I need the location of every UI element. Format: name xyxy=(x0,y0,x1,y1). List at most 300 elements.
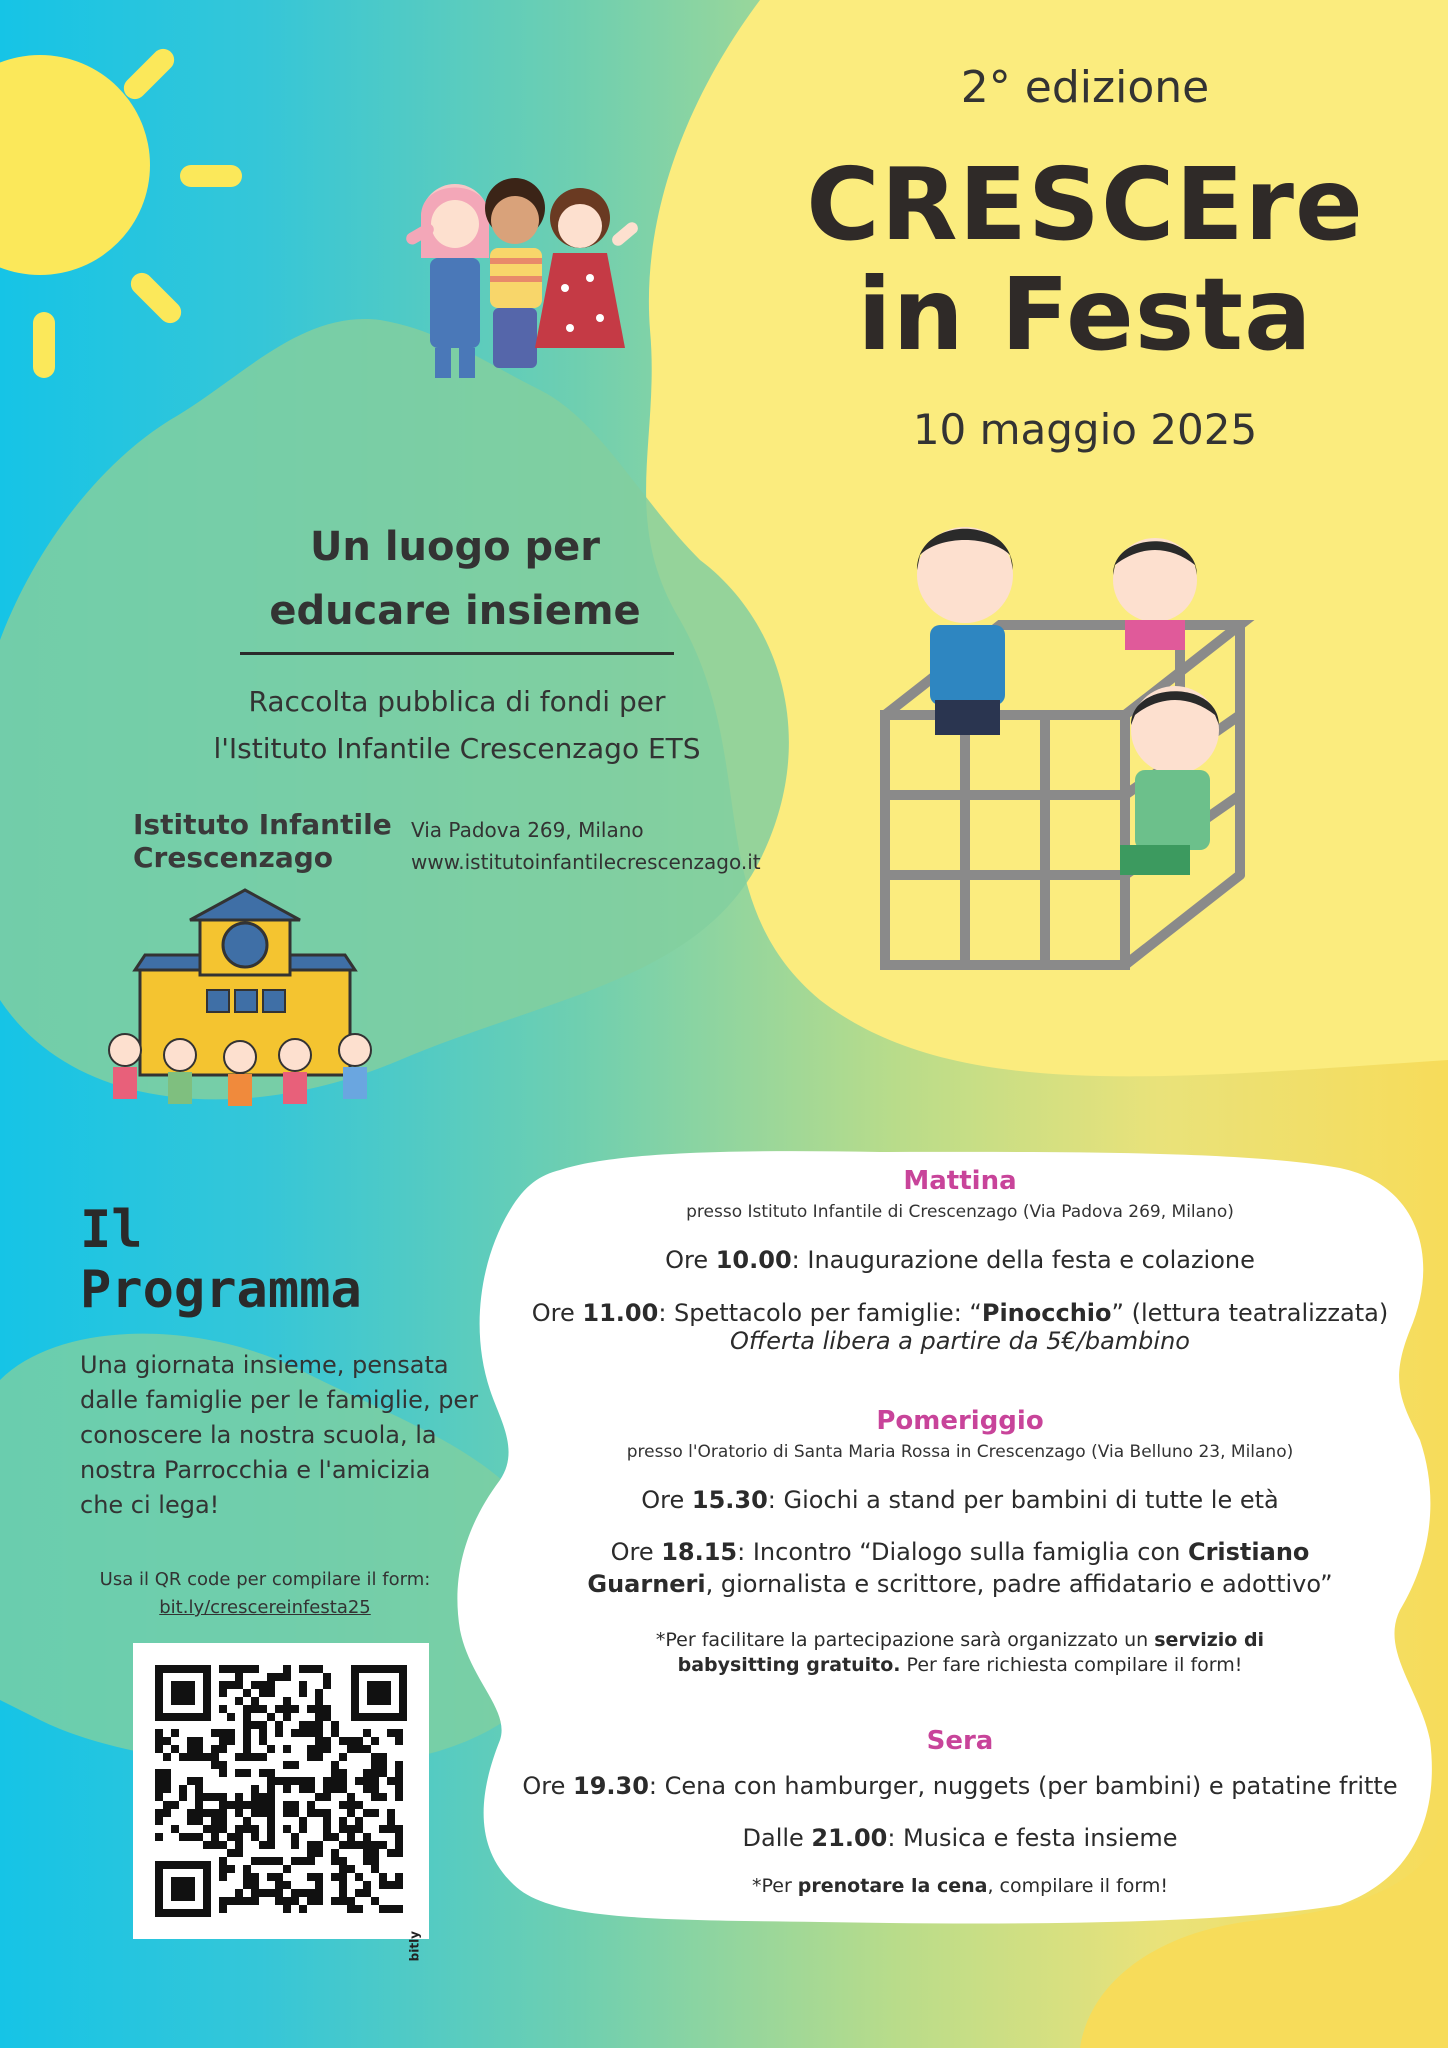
afternoon-event-2: Ore 18.15: Incontro “Dialogo sulla famiglia con Cristiano Guarneri, giornalista e scrittore, padre affidatario e adottivo” xyxy=(587,1538,1333,1598)
qr-module xyxy=(315,1697,323,1705)
qr-module xyxy=(267,1857,275,1865)
qr-module xyxy=(219,1729,227,1737)
qr-module xyxy=(243,1801,251,1809)
qr-module xyxy=(371,1737,379,1745)
qr-module xyxy=(315,1881,323,1889)
qr-module xyxy=(371,1777,379,1785)
qr-module xyxy=(163,1785,171,1793)
qr-module xyxy=(323,1785,331,1793)
qr-module xyxy=(227,1713,235,1721)
qr-module xyxy=(363,1777,371,1785)
qr-module xyxy=(331,1777,339,1785)
event-title xyxy=(760,146,1410,373)
qr-module xyxy=(211,1833,219,1841)
edition-label: 2° edizione xyxy=(960,62,1210,113)
qr-module xyxy=(187,1817,195,1825)
qr-module xyxy=(315,1705,323,1713)
qr-module xyxy=(155,1817,163,1825)
qr-module xyxy=(251,1897,259,1905)
qr-module xyxy=(371,1857,379,1865)
qr-module xyxy=(379,1905,387,1913)
qr-module xyxy=(267,1745,275,1753)
qr-module xyxy=(179,1785,187,1793)
qr-module xyxy=(315,1689,323,1697)
qr-module xyxy=(259,1753,267,1761)
qr-module xyxy=(339,1873,347,1881)
divider xyxy=(240,652,674,655)
qr-module xyxy=(339,1769,347,1777)
qr-module xyxy=(227,1665,235,1673)
qr-module xyxy=(331,1785,339,1793)
qr-module xyxy=(363,1833,371,1841)
qr-module xyxy=(363,1841,371,1849)
qr-module xyxy=(267,1785,275,1793)
qr-module xyxy=(291,1777,299,1785)
qr-module xyxy=(395,1849,403,1857)
institute-contact xyxy=(411,814,831,878)
qr-module xyxy=(323,1745,331,1753)
qr-module xyxy=(331,1769,339,1777)
qr-module xyxy=(243,1737,251,1745)
qr-module xyxy=(227,1849,235,1857)
qr-module xyxy=(371,1865,379,1873)
qr-module xyxy=(187,1737,195,1745)
qr-module xyxy=(243,1753,251,1761)
qr-module xyxy=(323,1673,331,1681)
qr-module xyxy=(363,1785,371,1793)
qr-module xyxy=(251,1833,259,1841)
qr-module xyxy=(235,1801,243,1809)
qr-brand: bitly xyxy=(407,1931,421,1962)
qr-module xyxy=(307,1801,315,1809)
qr-module xyxy=(299,1817,307,1825)
qr-module xyxy=(203,1841,211,1849)
qr-module xyxy=(307,1729,315,1737)
qr-module xyxy=(251,1785,259,1793)
qr-module xyxy=(195,1777,203,1785)
qr-module xyxy=(331,1729,339,1737)
qr-module xyxy=(211,1793,219,1801)
qr-module xyxy=(371,1785,379,1793)
qr-module xyxy=(259,1841,267,1849)
qr-module xyxy=(323,1833,331,1841)
qr-module xyxy=(243,1665,251,1673)
qr-code[interactable] xyxy=(133,1643,429,1962)
qr-module xyxy=(387,1777,395,1785)
qr-module xyxy=(251,1825,259,1833)
qr-module xyxy=(363,1729,371,1737)
evening-event-1: Ore 19.30: Cena con hamburger, nuggets (per bambini) e patatine fritte xyxy=(522,1772,1398,1800)
qr-module xyxy=(315,1745,323,1753)
qr-module xyxy=(379,1873,387,1881)
qr-module xyxy=(299,1857,307,1865)
fundraising-line1: Raccolta pubblica di fondi per xyxy=(248,685,666,718)
qr-module xyxy=(291,1833,299,1841)
afternoon-event-1: Ore 15.30: Giochi a stand per bambini di tutte le età xyxy=(641,1486,1279,1514)
afternoon-location: presso l'Oratorio di Santa Maria Rossa in Crescenzago (Via Belluno 23, Milano) xyxy=(626,1442,1294,1462)
qr-module xyxy=(307,1809,315,1817)
qr-module xyxy=(187,1833,195,1841)
qr-module xyxy=(275,1705,283,1713)
qr-module xyxy=(155,1745,163,1753)
evening-event-2: Dalle 21.00: Musica e festa insieme xyxy=(742,1824,1178,1852)
qr-module xyxy=(371,1793,379,1801)
qr-module xyxy=(307,1873,315,1881)
qr-module xyxy=(387,1849,395,1857)
qr-module xyxy=(259,1857,267,1865)
qr-module xyxy=(331,1761,339,1769)
qr-module xyxy=(275,1777,283,1785)
qr-module xyxy=(251,1721,259,1729)
qr-note xyxy=(70,1566,460,1622)
qr-module xyxy=(219,1801,227,1809)
qr-module xyxy=(171,1825,179,1833)
qr-module xyxy=(243,1817,251,1825)
children-illustration xyxy=(375,168,650,393)
qr-module xyxy=(371,1769,379,1777)
qr-module xyxy=(155,1737,163,1745)
qr-module xyxy=(299,1777,307,1785)
qr-module xyxy=(307,1785,315,1793)
qr-module xyxy=(243,1705,251,1713)
qr-module xyxy=(267,1777,275,1785)
qr-module xyxy=(163,1801,171,1809)
event-title-line1: CRESCEre xyxy=(806,146,1364,263)
qr-module xyxy=(259,1889,267,1897)
qr-module xyxy=(211,1753,219,1761)
qr-module xyxy=(315,1809,323,1817)
qr-module xyxy=(235,1753,243,1761)
qr-module xyxy=(283,1825,291,1833)
qr-module xyxy=(347,1897,355,1905)
qr-module xyxy=(379,1825,387,1833)
qr-module xyxy=(395,1833,403,1841)
qr-module xyxy=(387,1809,395,1817)
qr-module xyxy=(355,1841,363,1849)
qr-module xyxy=(267,1889,275,1897)
qr-module xyxy=(219,1737,227,1745)
qr-module xyxy=(347,1801,355,1809)
qr-module xyxy=(243,1729,251,1737)
qr-module xyxy=(243,1881,251,1889)
qr-module xyxy=(315,1849,323,1857)
qr-module xyxy=(219,1865,227,1873)
qr-module xyxy=(363,1809,371,1817)
qr-module xyxy=(323,1705,331,1713)
program-description: Una giornata insieme, pensata dalle famiglie per le famiglie, per conoscere la nostra scuola, la nostra Parrocchia e l'amicizia che ci lega! xyxy=(80,1351,479,1519)
qr-module xyxy=(355,1905,363,1913)
qr-module xyxy=(339,1897,347,1905)
qr-module xyxy=(283,1801,291,1809)
qr-module xyxy=(283,1673,291,1681)
qr-module xyxy=(243,1721,251,1729)
qr-module xyxy=(171,1801,179,1809)
qr-module xyxy=(331,1833,339,1841)
qr-module xyxy=(171,1729,179,1737)
qr-module xyxy=(355,1777,363,1785)
qr-module xyxy=(251,1873,259,1881)
qr-module xyxy=(283,1865,291,1873)
qr-module xyxy=(395,1785,403,1793)
qr-module xyxy=(347,1865,355,1873)
qr-module xyxy=(331,1721,339,1729)
intro-heading-line1: Un luogo per xyxy=(309,524,601,570)
qr-module xyxy=(195,1801,203,1809)
intro-heading xyxy=(180,515,730,643)
qr-module xyxy=(291,1801,299,1809)
qr-module xyxy=(291,1809,299,1817)
qr-module xyxy=(283,1905,291,1913)
qr-module xyxy=(195,1793,203,1801)
qr-module xyxy=(267,1689,275,1697)
qr-module xyxy=(363,1889,371,1897)
qr-module xyxy=(291,1729,299,1737)
qr-module xyxy=(395,1737,403,1745)
qr-module xyxy=(315,1737,323,1745)
qr-module xyxy=(387,1825,395,1833)
morning-title: Mattina xyxy=(903,1166,1017,1196)
qr-module xyxy=(267,1817,275,1825)
qr-module xyxy=(227,1897,235,1905)
qr-link[interactable]: bit.ly/crescereinfesta25 xyxy=(159,1597,371,1618)
qr-module xyxy=(163,1737,171,1745)
qr-module xyxy=(355,1745,363,1753)
qr-module xyxy=(315,1793,323,1801)
qr-module xyxy=(235,1793,243,1801)
qr-module xyxy=(267,1841,275,1849)
qr-module xyxy=(283,1809,291,1817)
qr-module xyxy=(179,1793,187,1801)
qr-module xyxy=(259,1793,267,1801)
qr-module xyxy=(195,1833,203,1841)
qr-module xyxy=(235,1681,243,1689)
qr-module xyxy=(163,1769,171,1777)
qr-module xyxy=(331,1897,339,1905)
qr-module xyxy=(371,1841,379,1849)
qr-module xyxy=(219,1665,227,1673)
qr-module xyxy=(219,1873,227,1881)
qr-module xyxy=(307,1841,315,1849)
qr-module xyxy=(315,1897,323,1905)
qr-code-pattern xyxy=(133,1643,429,1939)
qr-module xyxy=(299,1721,307,1729)
qr-module xyxy=(331,1857,339,1865)
qr-module xyxy=(363,1881,371,1889)
qr-module xyxy=(219,1905,227,1913)
qr-module xyxy=(363,1849,371,1857)
qr-module xyxy=(251,1665,259,1673)
qr-module xyxy=(283,1761,291,1769)
qr-module xyxy=(283,1897,291,1905)
qr-module xyxy=(219,1809,227,1817)
qr-module xyxy=(235,1665,243,1673)
qr-module xyxy=(307,1721,315,1729)
qr-module xyxy=(347,1905,355,1913)
qr-module xyxy=(331,1873,339,1881)
qr-module xyxy=(371,1753,379,1761)
qr-module xyxy=(267,1713,275,1721)
qr-module xyxy=(251,1793,259,1801)
qr-module xyxy=(235,1825,243,1833)
qr-module xyxy=(371,1849,379,1857)
qr-module xyxy=(387,1905,395,1913)
qr-module xyxy=(163,1809,171,1817)
qr-module xyxy=(267,1873,275,1881)
qr-module xyxy=(395,1873,403,1881)
qr-module xyxy=(211,1745,219,1753)
qr-module xyxy=(179,1833,187,1841)
qr-module xyxy=(347,1737,355,1745)
qr-module xyxy=(195,1817,203,1825)
qr-module xyxy=(395,1761,403,1769)
school-logo xyxy=(95,885,390,1120)
qr-module xyxy=(299,1825,307,1833)
qr-module xyxy=(219,1689,227,1697)
qr-module xyxy=(251,1881,259,1889)
intro-heading-line2: educare insieme xyxy=(269,588,641,634)
qr-module xyxy=(339,1841,347,1849)
qr-module xyxy=(187,1745,195,1753)
qr-module xyxy=(347,1745,355,1753)
qr-module xyxy=(315,1753,323,1761)
qr-module xyxy=(259,1809,267,1817)
qr-module xyxy=(291,1897,299,1905)
qr-module xyxy=(219,1705,227,1713)
qr-module xyxy=(339,1785,347,1793)
qr-module xyxy=(323,1809,331,1817)
qr-module xyxy=(395,1881,403,1889)
jungle-gym-illustration xyxy=(870,515,1260,985)
qr-module xyxy=(347,1833,355,1841)
qr-module xyxy=(219,1897,227,1905)
qr-module xyxy=(379,1753,387,1761)
qr-module xyxy=(219,1769,227,1777)
qr-module xyxy=(299,1729,307,1737)
qr-module xyxy=(251,1857,259,1865)
qr-module xyxy=(235,1889,243,1897)
qr-module xyxy=(211,1841,219,1849)
qr-module xyxy=(307,1889,315,1897)
qr-module xyxy=(355,1817,363,1825)
qr-module xyxy=(203,1825,211,1833)
qr-module xyxy=(395,1905,403,1913)
qr-module xyxy=(267,1833,275,1841)
qr-module xyxy=(235,1897,243,1905)
qr-module xyxy=(387,1729,395,1737)
qr-module xyxy=(155,1809,163,1817)
qr-module xyxy=(155,1777,163,1785)
babysitting-note: *Per facilitare la partecipazione sarà organizzato un servizio di babysitting gratuito. Per fare richiesta compilare il form! xyxy=(655,1629,1265,1676)
qr-module xyxy=(299,1785,307,1793)
qr-module xyxy=(323,1825,331,1833)
qr-module xyxy=(339,1889,347,1897)
qr-module xyxy=(323,1777,331,1785)
qr-module xyxy=(323,1681,331,1689)
qr-module xyxy=(291,1841,299,1849)
afternoon-title: Pomeriggio xyxy=(876,1406,1044,1436)
qr-module xyxy=(267,1673,275,1681)
qr-module xyxy=(315,1713,323,1721)
qr-module xyxy=(235,1849,243,1857)
qr-instructions: Usa il QR code per compilare il form: xyxy=(99,1569,431,1590)
qr-module xyxy=(339,1817,347,1825)
qr-module xyxy=(227,1865,235,1873)
qr-module xyxy=(307,1705,315,1713)
qr-module xyxy=(283,1665,291,1673)
qr-module xyxy=(307,1897,315,1905)
qr-module xyxy=(395,1777,403,1785)
qr-module xyxy=(187,1753,195,1761)
qr-module xyxy=(307,1849,315,1857)
program-title xyxy=(80,1200,480,1320)
event-date: 10 maggio 2025 xyxy=(912,405,1258,454)
qr-module xyxy=(307,1857,315,1865)
qr-module xyxy=(219,1793,227,1801)
qr-module xyxy=(395,1825,403,1833)
qr-module xyxy=(355,1737,363,1745)
qr-module xyxy=(267,1769,275,1777)
qr-module xyxy=(347,1825,355,1833)
qr-module xyxy=(219,1761,227,1769)
qr-module xyxy=(331,1849,339,1857)
qr-module xyxy=(259,1681,267,1689)
dinner-booking-note: *Per prenotare la cena, compilare il form! xyxy=(751,1875,1169,1897)
qr-module xyxy=(195,1785,203,1793)
qr-module xyxy=(227,1801,235,1809)
morning-event-1: Ore 10.00: Inaugurazione della festa e colazione xyxy=(665,1246,1255,1274)
qr-module xyxy=(211,1809,219,1817)
qr-module xyxy=(203,1793,211,1801)
qr-module xyxy=(307,1665,315,1673)
qr-module xyxy=(395,1841,403,1849)
institute-name xyxy=(133,808,393,874)
qr-module xyxy=(211,1761,219,1769)
qr-module xyxy=(251,1753,259,1761)
qr-module xyxy=(155,1729,163,1737)
qr-module xyxy=(259,1769,267,1777)
qr-module xyxy=(227,1681,235,1689)
qr-module xyxy=(259,1705,267,1713)
qr-module xyxy=(395,1769,403,1777)
qr-module xyxy=(195,1745,203,1753)
qr-module xyxy=(323,1817,331,1825)
qr-module xyxy=(155,1793,163,1801)
qr-module xyxy=(379,1761,387,1769)
qr-module xyxy=(259,1729,267,1737)
qr-module xyxy=(251,1705,259,1713)
qr-module xyxy=(195,1753,203,1761)
fundraising-text xyxy=(150,678,764,772)
qr-module xyxy=(387,1881,395,1889)
qr-module xyxy=(227,1729,235,1737)
qr-module xyxy=(307,1753,315,1761)
qr-module xyxy=(339,1865,347,1873)
qr-module xyxy=(283,1697,291,1705)
qr-module xyxy=(283,1785,291,1793)
qr-module xyxy=(275,1857,283,1865)
qr-module xyxy=(307,1745,315,1753)
qr-module xyxy=(315,1841,323,1849)
qr-module xyxy=(155,1785,163,1793)
program-title-line1: Il xyxy=(80,1200,143,1260)
institute-website[interactable]: www.istitutoinfantilecrescenzago.it xyxy=(411,850,761,874)
qr-module xyxy=(211,1825,219,1833)
qr-module xyxy=(379,1793,387,1801)
afternoon-section xyxy=(490,1406,1430,1678)
qr-module xyxy=(275,1673,283,1681)
qr-module xyxy=(339,1753,347,1761)
qr-module xyxy=(363,1769,371,1777)
